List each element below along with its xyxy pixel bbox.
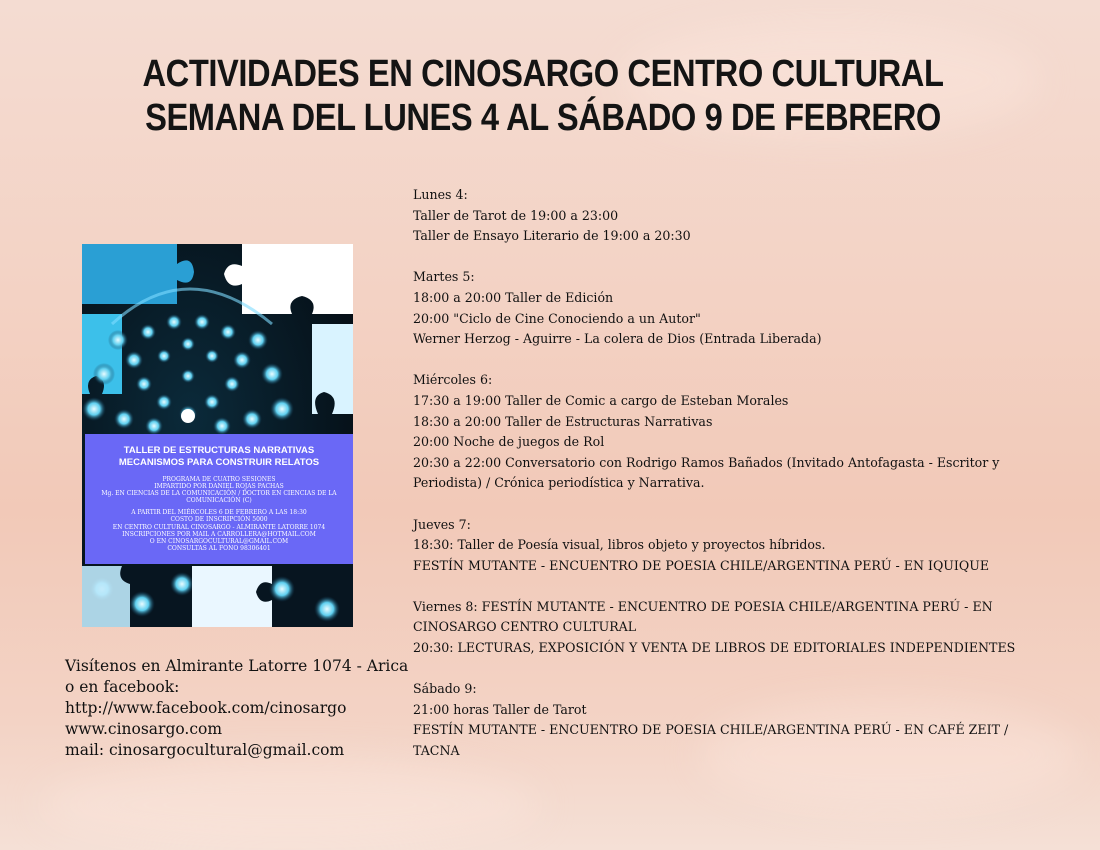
- day-heading: Jueves 7:: [413, 516, 471, 532]
- day-heading: Martes 5:: [413, 269, 475, 285]
- poster-body-line: COSTO DE INSCRIPCIÓN 5000: [170, 516, 268, 524]
- event-line: 17:30 a 19:00 Taller de Comic a cargo de Esteban Morales: [413, 392, 789, 408]
- event-line: 21:00 horas Taller de Tarot: [413, 701, 587, 717]
- poster-body-line: Mg. EN CIENCIAS DE LA COMUNICACIÓN / DOCTOR EN CIENCIAS DE LA COMUNICACIÓN (C): [101, 490, 337, 505]
- contact-facebook-label: o en facebook:: [65, 678, 180, 696]
- schedule-day-miercoles: [413, 370, 1053, 494]
- contact-info: [65, 656, 409, 761]
- event-line: 18:30: Taller de Poesía visual, libros objeto y proyectos híbridos.: [413, 537, 826, 553]
- event-line: 20:00 "Ciclo de Cine Conociendo a un Autor": [413, 310, 701, 326]
- schedule-day-sabado: [413, 679, 1053, 761]
- event-line: 18:30 a 20:00 Taller de Estructuras Narrativas: [413, 413, 713, 429]
- contact-facebook-url[interactable]: http://www.facebook.com/cinosargo: [65, 699, 347, 717]
- schedule-day-martes: [413, 267, 1053, 349]
- event-line: Werner Herzog - Aguirre - La colera de Dios (Entrada Liberada): [413, 331, 822, 347]
- poster-body-line: PROGRAMA DE CUATRO SESIONES: [162, 476, 276, 483]
- poster-body-line: INSCRIPCIONES POR MAIL A CARROLLERA@HOTMAIL.COM: [122, 530, 316, 538]
- workshop-poster: [82, 244, 353, 627]
- day-heading: Miércoles 6:: [413, 372, 493, 388]
- event-line: 20:30: LECTURAS, EXPOSICIÓN Y VENTA DE LIBROS DE EDITORIALES INDEPENDIENTES: [413, 640, 1016, 656]
- day-heading: Sábado 9:: [413, 681, 477, 697]
- poster-heading-2: MECANISMOS PARA CONSTRUIR RELATOS: [118, 457, 320, 468]
- event-line: 20:00 Noche de juegos de Rol: [413, 434, 605, 450]
- poster-body-line: IMPARTIDO POR DANIEL ROJAS PACHAS: [154, 483, 284, 491]
- event-line: 20:30 a 22:00 Conversatorio con Rodrigo Ramos Bañados (Invitado Antofagasta - Escritor y Periodista) / Crónica periodística y Narrativa.: [413, 454, 1000, 491]
- poster-body-line: O EN CINOSARGOCULTURAL@GMAIL.COM: [149, 537, 289, 545]
- event-line: Taller de Ensayo Literario de 19:00 a 20:30: [413, 228, 691, 244]
- day-heading: Viernes 8: FESTÍN MUTANTE - ENCUENTRO DE POESIA CHILE/ARGENTINA PERÚ - EN CINOSARGO CENTRO CULTURAL: [413, 598, 993, 635]
- day-heading: Lunes 4:: [413, 187, 468, 202]
- contact-address: Visítenos en Almirante Latorre 1074 - Arica: [65, 657, 409, 675]
- page-title: [76, 52, 1010, 140]
- schedule-day-lunes: [413, 185, 1053, 247]
- poster-body-line: CONSULTAS AL FONO 98306401: [167, 544, 271, 552]
- schedule-day-viernes: [413, 597, 1053, 659]
- schedule-day-jueves: [413, 515, 1053, 577]
- contact-email[interactable]: mail: cinosargocultural@gmail.com: [65, 741, 345, 759]
- contact-website[interactable]: www.cinosargo.com: [65, 720, 223, 738]
- title-line-1: ACTIVIDADES EN CINOSARGO CENTRO CULTURAL: [142, 53, 944, 95]
- poster-info-panel: [85, 434, 353, 564]
- event-line: FESTÍN MUTANTE - ENCUENTRO DE POESIA CHILE/ARGENTINA PERÚ - EN CAFÉ ZEIT / TACNA: [413, 722, 1009, 759]
- poster-heading-1: TALLER DE ESTRUCTURAS NARRATIVAS: [123, 445, 315, 456]
- poster-body-line: EN CENTRO CULTURAL CINOSARGO - ALMIRANTE LATORRE 1074: [112, 523, 326, 531]
- event-line: Taller de Tarot de 19:00 a 23:00: [413, 207, 619, 223]
- event-line: FESTÍN MUTANTE - ENCUENTRO DE POESIA CHILE/ARGENTINA PERÚ - EN IQUIQUE: [413, 557, 990, 573]
- poster-body-line: A PARTIR DEL MIÉRCOLES 6 DE FEBRERO A LAS 18:30: [131, 509, 307, 517]
- title-line-2: SEMANA DEL LUNES 4 AL SÁBADO 9 DE FEBRERO: [145, 97, 941, 139]
- event-line: 18:00 a 20:00 Taller de Edición: [413, 289, 614, 305]
- weekly-schedule: [413, 185, 1053, 782]
